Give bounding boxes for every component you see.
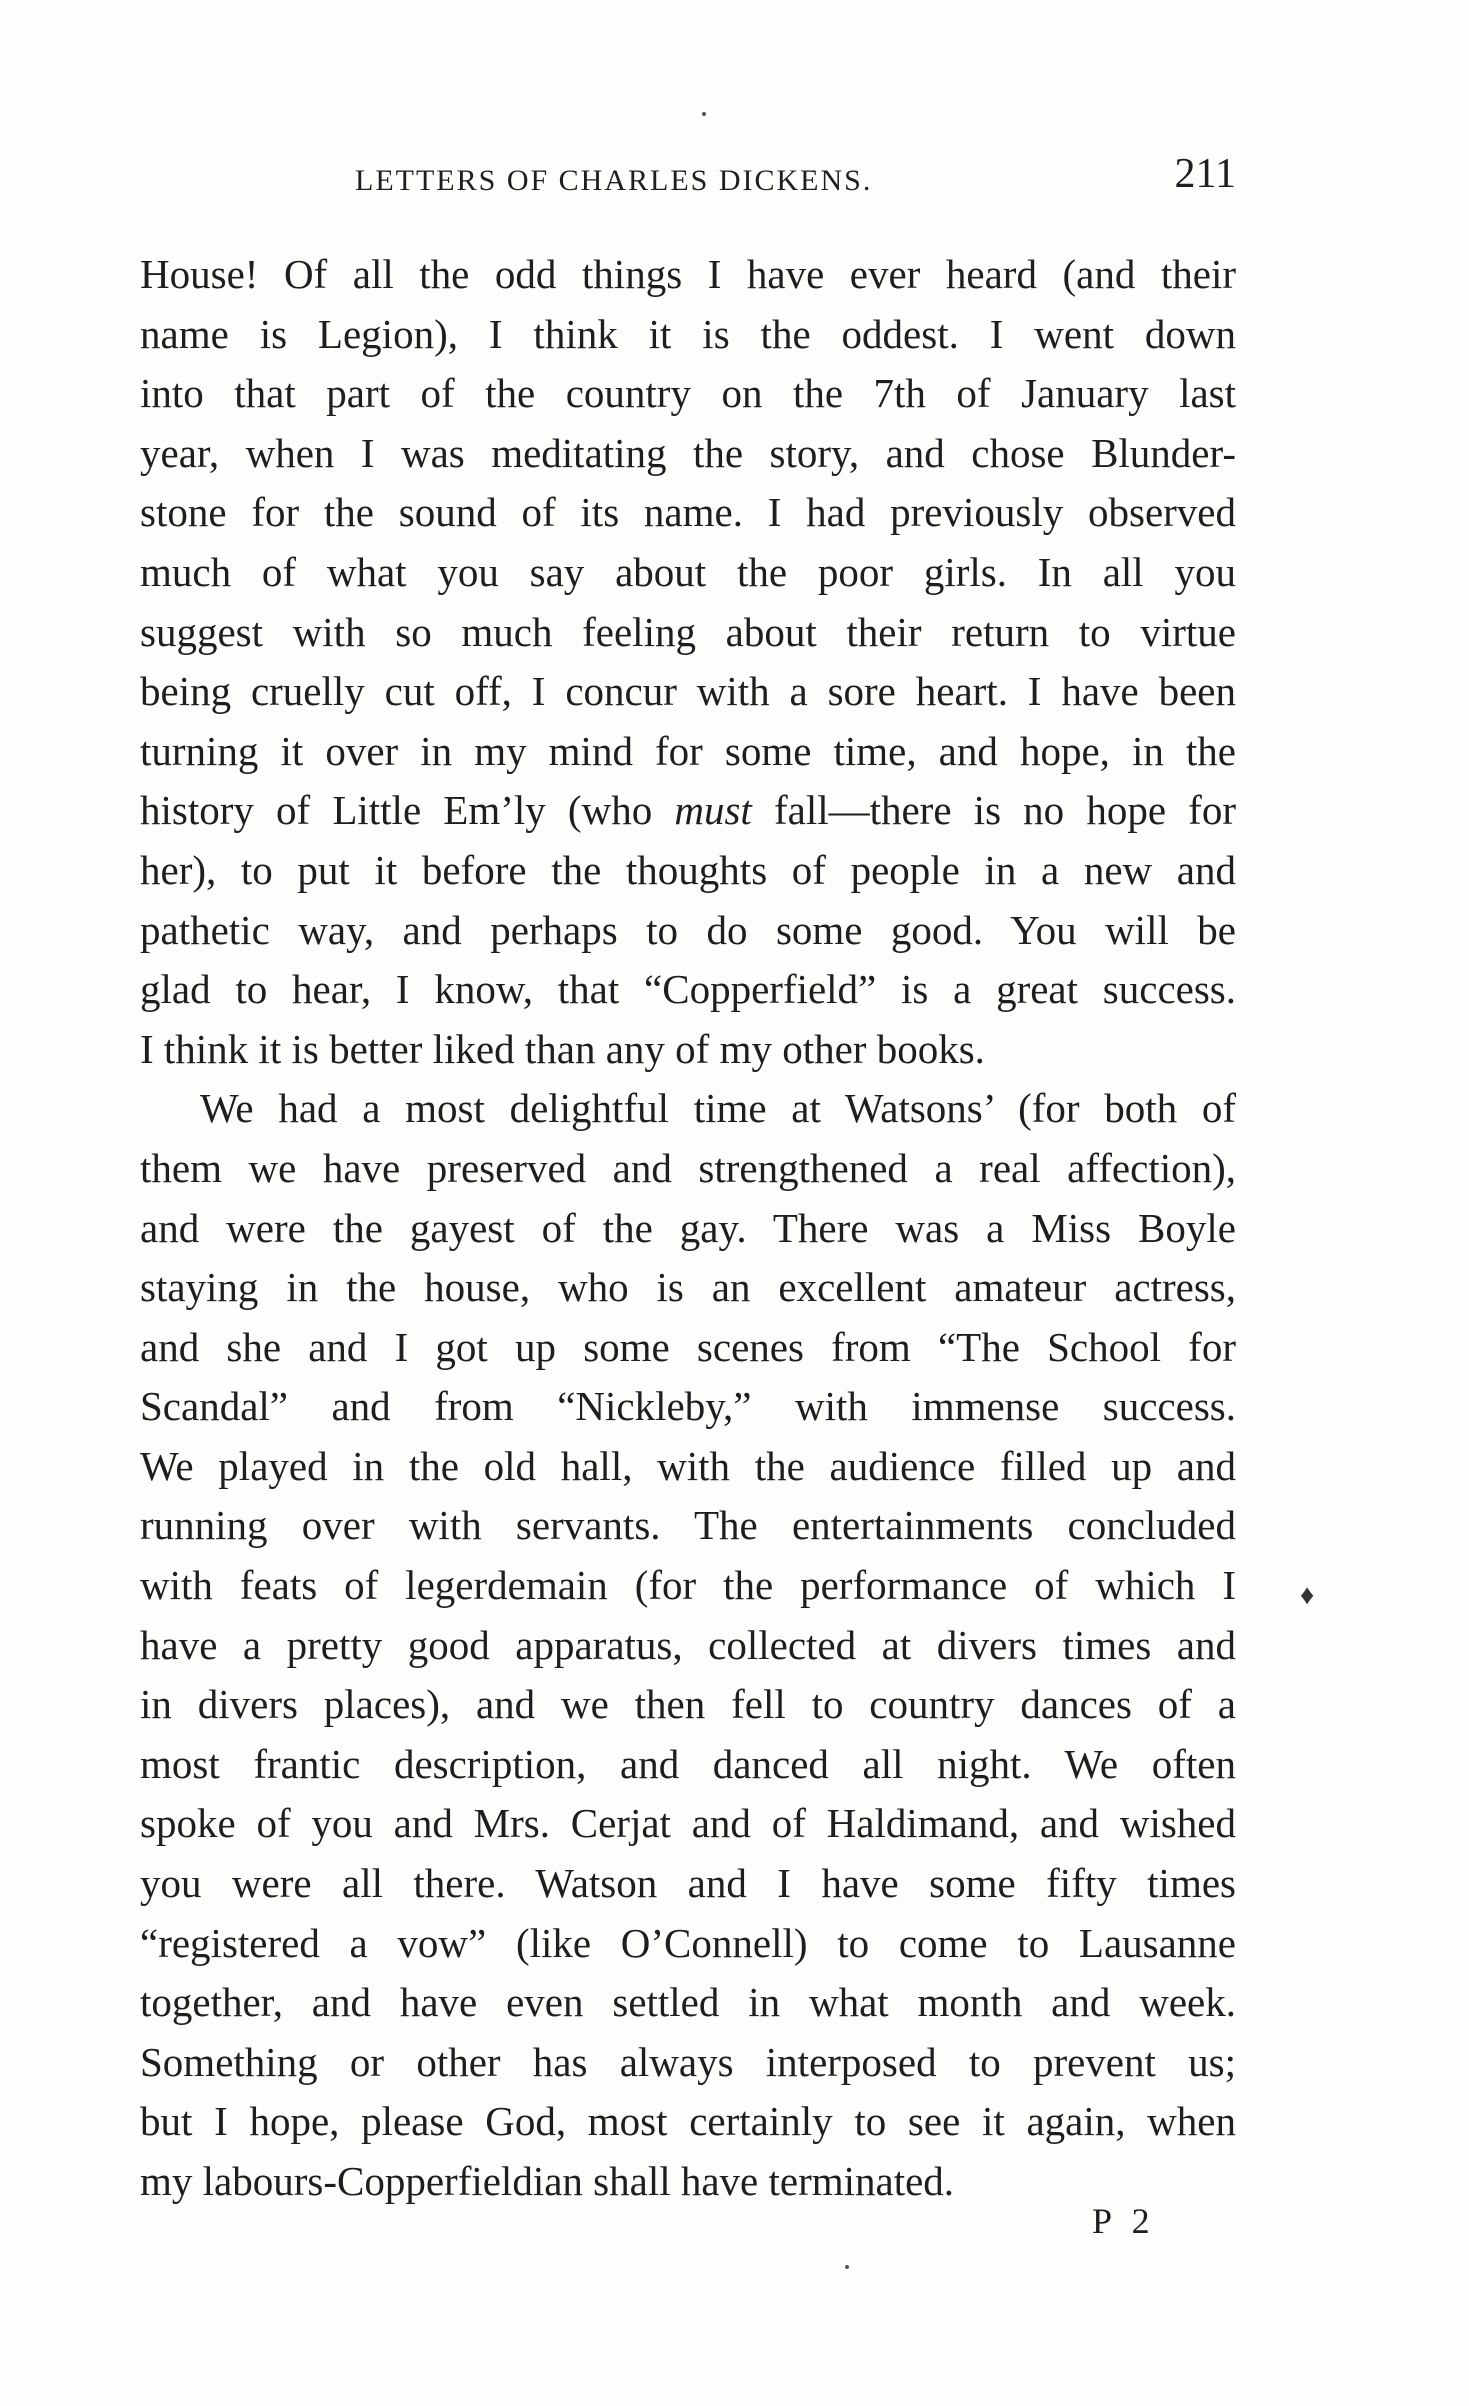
printer-signature: P 2: [1092, 2201, 1156, 2241]
text-line: have a pretty good apparatus, collected at divers times and: [140, 1621, 1236, 1668]
text-line: stone for the sound of its name. I had previously observed: [140, 489, 1236, 536]
text-line: name is Legion), I think it is the oddest. I went down: [140, 310, 1236, 357]
text-line: and she and I got up some scenes from “The School for: [140, 1323, 1236, 1370]
text-line: you were all there. Watson and I have some fifty times: [140, 1860, 1236, 1907]
text-line: Something or other has always interposed to prevent us;: [140, 2038, 1236, 2085]
text-line: my labours-Copperfieldian shall have terminated.: [140, 2158, 955, 2204]
text-line: turning it over in my mind for some time, and hope, in the: [140, 727, 1236, 774]
text-line: “registered a vow” (like O’Connell) to come to Lausanne: [140, 1919, 1236, 1966]
text-line: but I hope, please God, most certainly to see it again, when: [140, 2098, 1236, 2145]
text-line: most frantic description, and danced all night. We often: [140, 1740, 1236, 1787]
emphasis-word: must: [674, 787, 752, 834]
text-line: with feats of legerdemain (for the performance of which I: [140, 1562, 1236, 1609]
text-line: and were the gayest of the gay. There was a Miss Boyle: [140, 1204, 1236, 1251]
text-line: together, and have even settled in what month and week.: [140, 1979, 1236, 2026]
text-line: running over with servants. The entertainments concluded: [140, 1502, 1236, 1549]
text-fragment: fall—there is no hope for: [751, 787, 1236, 834]
text-line: staying in the house, who is an excellent amateur actress,: [140, 1264, 1236, 1311]
page-header: [140, 150, 1236, 210]
margin-mark: ♦: [1300, 1580, 1315, 1611]
text-line: in divers places), and we then fell to country dances of a: [140, 1681, 1236, 1728]
text-line: glad to hear, I know, that “Copperfield” is a great success.: [140, 966, 1236, 1013]
print-speck: [845, 2265, 849, 2269]
text-line: House! Of all the odd things I have ever heard (and their: [140, 251, 1236, 297]
text-line: We had a most delightful time at Watsons’ (for both of: [200, 1085, 1236, 1132]
text-line: Scandal” and from “Nickleby,” with immense success.: [140, 1383, 1236, 1430]
text-line: her), to put it before the thoughts of people in a new and: [140, 846, 1236, 893]
text-line: suggest with so much feeling about their return to virtue: [140, 608, 1236, 655]
text-line: pathetic way, and perhaps to do some good. You will be: [140, 906, 1236, 953]
running-title: LETTERS OF CHARLES DICKENS.: [355, 164, 873, 197]
text-line: being cruelly cut off, I concur with a sore heart. I have been: [140, 668, 1236, 715]
text-line: I think it is better liked than any of my other books.: [140, 1025, 985, 1072]
text-line-with-emphasis: [140, 781, 1236, 841]
text-line: into that part of the country on the 7th of January last: [140, 370, 1236, 417]
body-text: [140, 245, 1236, 2212]
page-number: 211: [1174, 151, 1236, 197]
text-line: them we have preserved and strengthened a real affection),: [140, 1144, 1236, 1191]
text-line: much of what you say about the poor girls. In all you: [140, 548, 1236, 595]
print-speck: [702, 112, 706, 116]
text-line: spoke of you and Mrs. Cerjat and of Haldimand, and wished: [140, 1800, 1236, 1847]
text-fragment: history of Little Em’ly (who: [140, 787, 675, 834]
text-line: year, when I was meditating the story, and chose Blunder-: [140, 429, 1236, 476]
text-line: We played in the old hall, with the audience filled up and: [140, 1442, 1236, 1489]
